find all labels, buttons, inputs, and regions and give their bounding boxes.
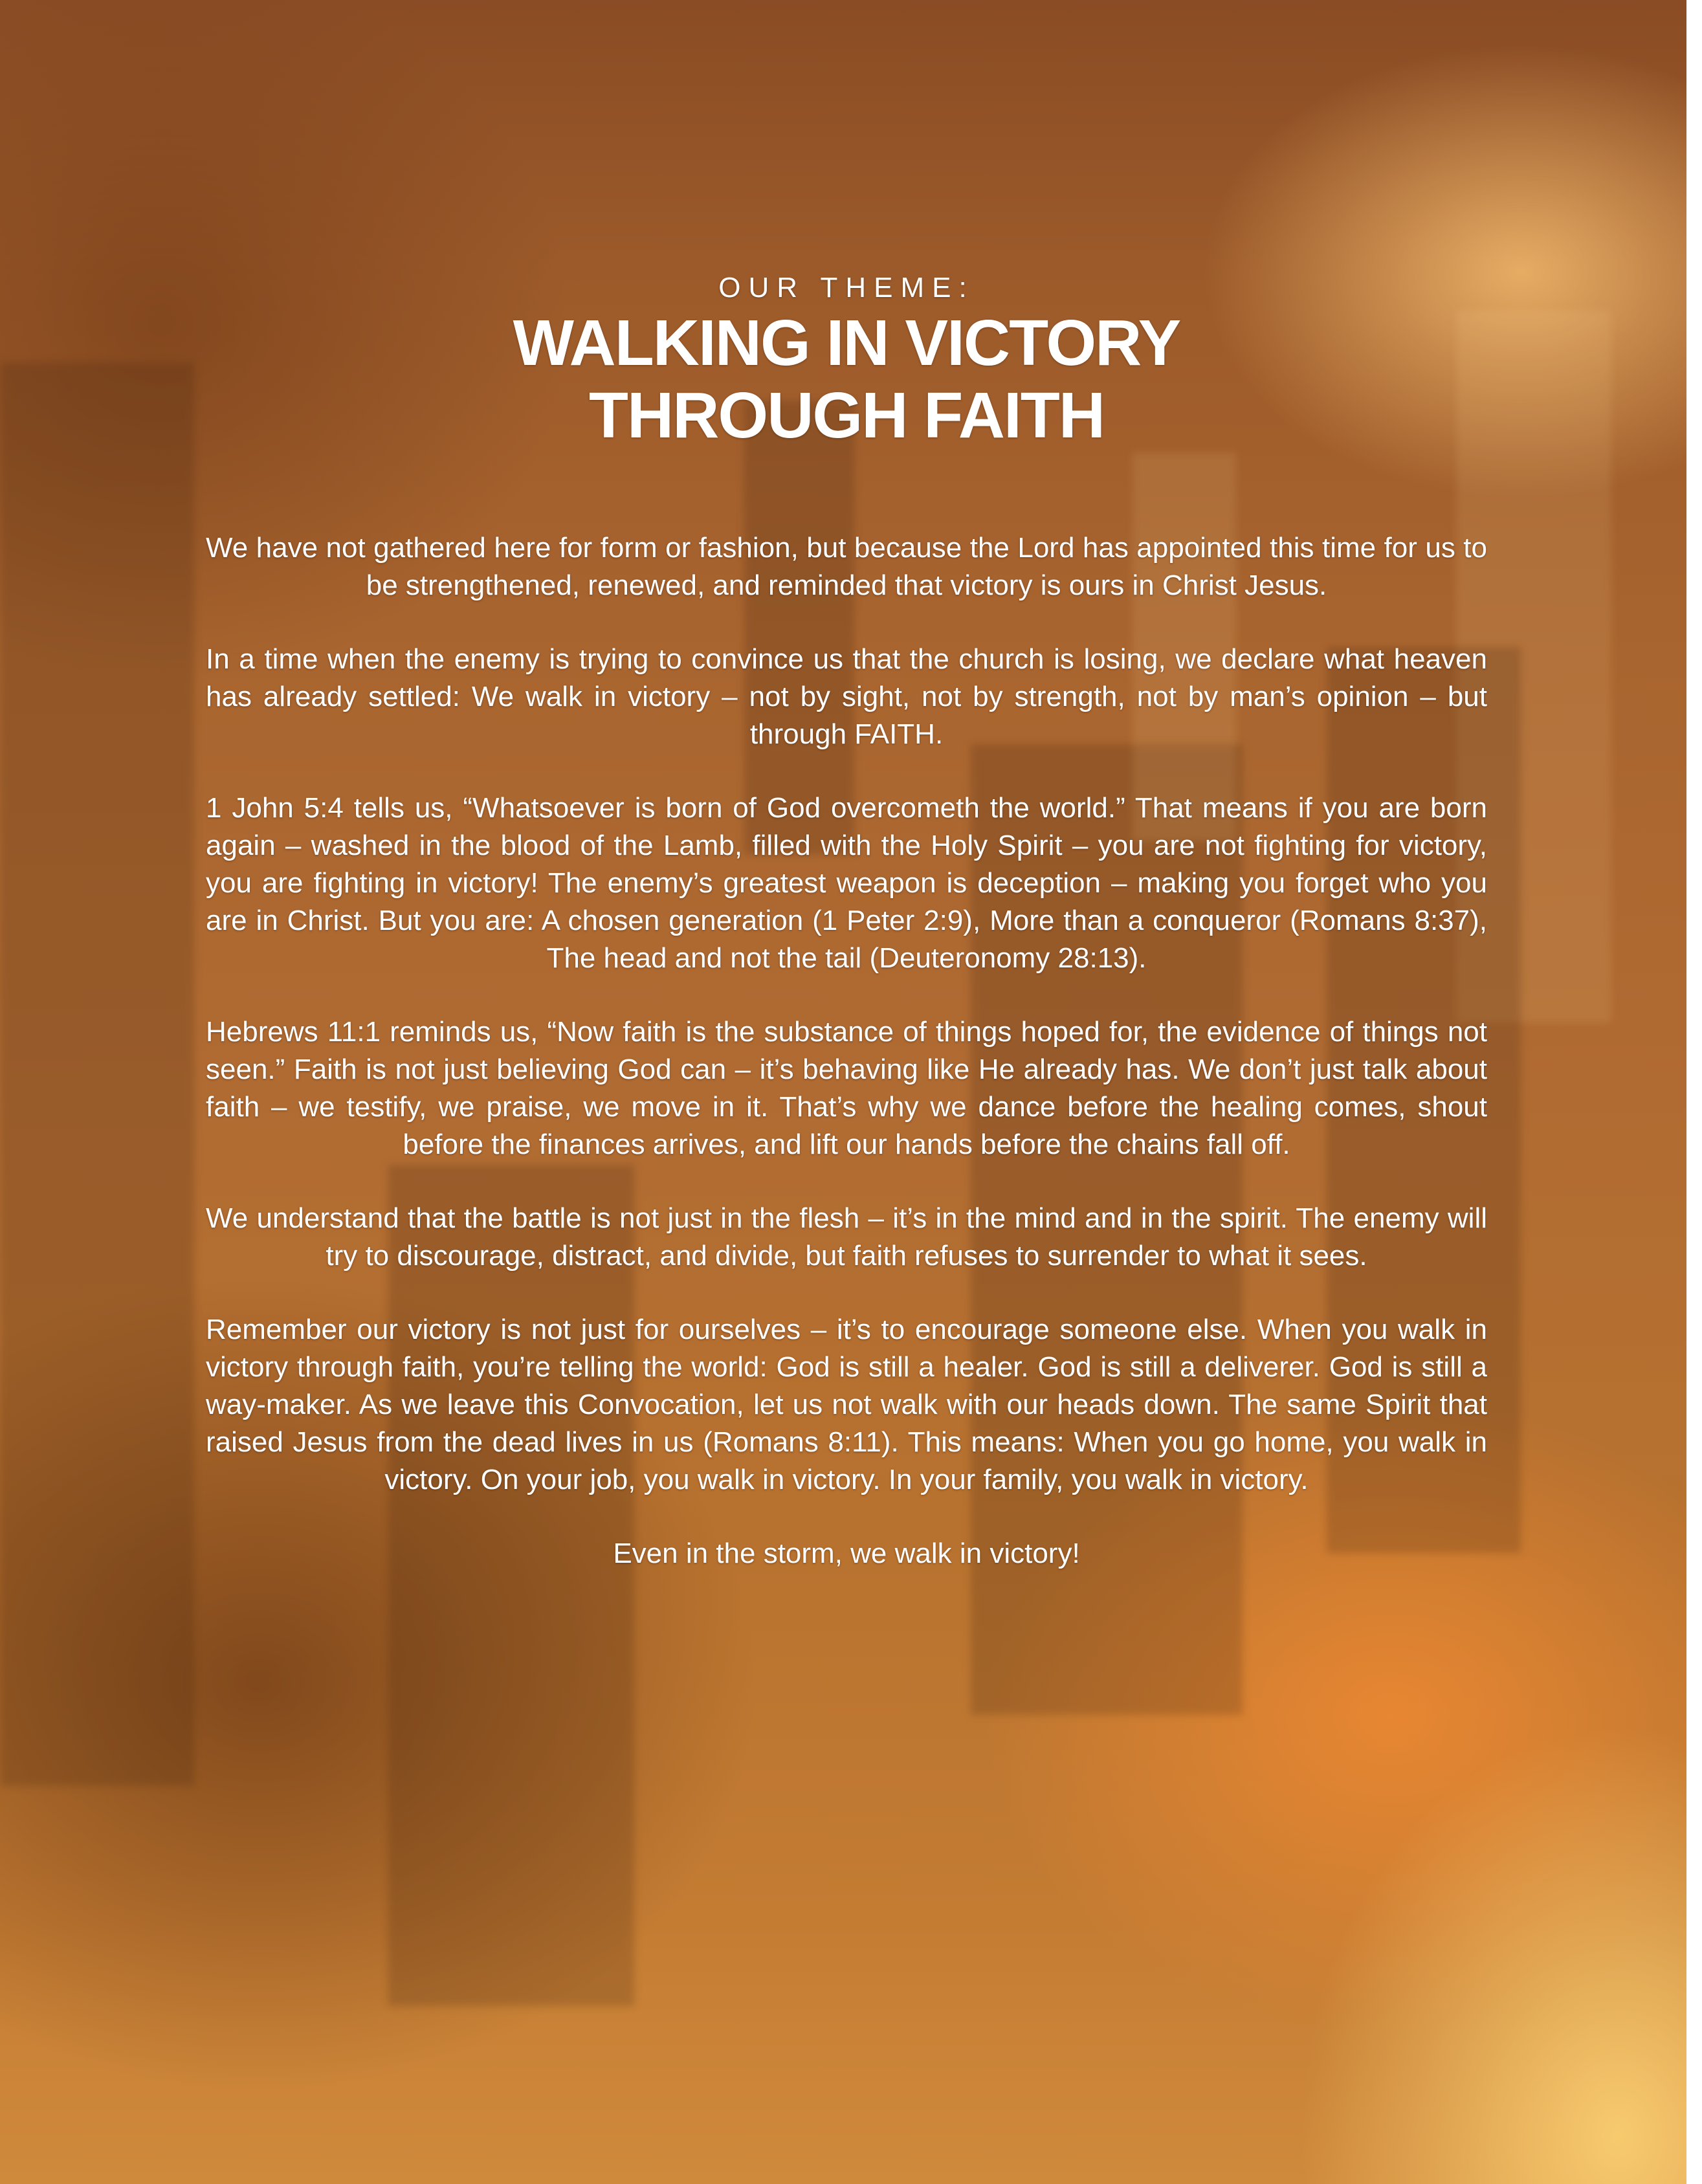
theme-document — [206, 272, 1487, 1609]
closing-line: Even in the storm, we walk in victory! — [613, 1538, 1080, 1569]
paragraph-encourage: Remember our victory is not just for ourselves – it’s to encourage someone else. When you walk in victory through faith, you’re telling the world: God is still a healer. God is still a deliverer. God is still a way-maker. As we leave this Convocation, let us not walk with our heads down. The same Spirit that raised Jesus from the dead lives in us (Romans 8:11). This means: When you go home, you walk in victory. On your job, you walk in victory. In your family, you walk in victory. — [206, 1314, 1487, 1495]
title-line: THROUGH FAITH — [588, 379, 1105, 452]
page-title — [206, 307, 1487, 452]
paragraph-battle: We understand that the battle is not just in the flesh – it’s in the mind and in the spirit. The enemy will try to discourage, distract, and divide, but faith refuses to surrender to what it sees. — [206, 1202, 1487, 1272]
paragraph-1-john: 1 John 5:4 tells us, “Whatsoever is born of God overcometh the world.” That means if you are born again – washed in the blood of the Lamb, filled with the Holy Spirit – you are not fighting for victory, you are fighting in victory! The enemy’s greatest weapon is deception – making you forget who you are in Christ. But you are: A chosen generation (1 Peter 2:9), More than a conqueror (Romans 8:37), The head and not the tail (Deuteronomy 28:13). — [206, 792, 1487, 974]
theme-label: OUR THEME: — [718, 272, 975, 303]
paragraph-declaration: In a time when the enemy is trying to convince us that the church is losing, we declare what heaven has already settled: We walk in victory – not by sight, not by strength, not by man’s opinion – but through FAITH. — [206, 643, 1487, 750]
title-line: WALKING IN VICTORY — [513, 307, 1180, 379]
paragraph-hebrews: Hebrews 11:1 reminds us, “Now faith is the substance of things hoped for, the evidence of things not seen.” Faith is not just believing God can – it’s behaving like He already has. We don’t just talk about faith – we testify, we praise, we move in it. That’s why we dance before the healing comes, shout before the finances arrives, and lift our hands before the chains fall off. — [206, 1016, 1487, 1160]
skyline-building — [0, 362, 194, 1786]
paragraph-gathering: We have not gathered here for form or fashion, but because the Lord has appointed this time for us to be strengthened, renewed, and reminded that victory is ours in Christ Jesus. — [206, 532, 1487, 601]
